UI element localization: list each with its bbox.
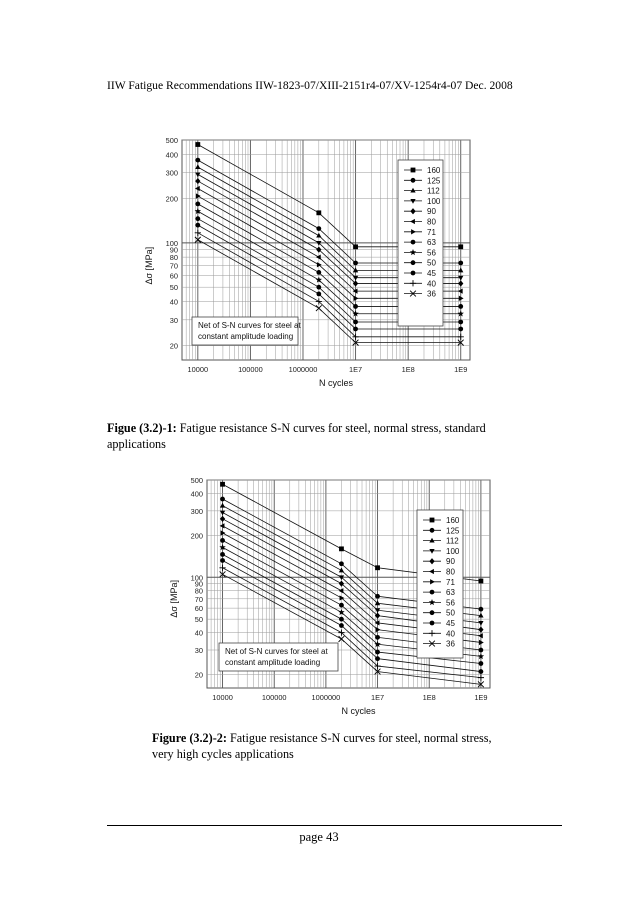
y-tick-label: 80 — [194, 586, 203, 596]
circle-marker — [411, 271, 416, 276]
circle-marker — [353, 320, 358, 325]
x-tick-label: 1E7 — [370, 693, 385, 702]
legend-label: 125 — [427, 176, 441, 186]
x-tick-label: 1000000 — [311, 693, 341, 702]
legend — [398, 160, 443, 326]
annotation — [219, 643, 338, 671]
circle-marker — [339, 561, 344, 566]
y-tick-label: 90 — [194, 579, 203, 589]
y-tick-label: 300 — [165, 168, 178, 178]
square-marker — [195, 142, 200, 147]
x-tick-label: 10000 — [212, 693, 233, 702]
circle-marker — [316, 270, 321, 275]
legend-label: 160 — [427, 166, 441, 175]
figure-1-caption — [107, 420, 527, 452]
circle-marker — [220, 497, 225, 502]
legend-label: 71 — [427, 227, 436, 237]
y-tick-label: 30 — [169, 315, 178, 325]
y-tick-label: 40 — [194, 628, 203, 638]
legend-label: 45 — [427, 269, 436, 278]
square-marker — [220, 482, 225, 487]
circle-marker — [430, 621, 435, 626]
legend-label: 112 — [427, 186, 440, 196]
legend-label: 160 — [446, 516, 460, 525]
circle-marker — [479, 607, 484, 612]
legend-label: 50 — [427, 258, 436, 268]
figure-1-caption-label: Figue (3.2)-1: — [107, 421, 177, 435]
circle-marker — [430, 610, 435, 615]
legend-label: 40 — [446, 629, 455, 639]
circle-marker — [479, 648, 484, 653]
legend-label: 36 — [427, 289, 436, 299]
square-marker — [353, 244, 358, 249]
x-tick-label: 100000 — [261, 693, 287, 702]
x-axis-label: N cycles — [318, 378, 354, 388]
legend-label: 71 — [446, 577, 455, 587]
circle-marker — [220, 558, 225, 563]
legend-label: 80 — [446, 567, 455, 577]
x-tick-label: 1E8 — [401, 365, 415, 374]
legend-label: 63 — [427, 238, 436, 248]
circle-marker — [316, 226, 321, 231]
circle-marker — [430, 528, 435, 533]
annotation-line: Net of S-N curves for steel at — [198, 321, 301, 330]
annotation — [192, 317, 301, 345]
y-axis-label: Δσ [MPa] — [169, 580, 179, 618]
legend-label: 100 — [446, 546, 460, 556]
legend-label: 112 — [446, 536, 459, 546]
square-marker — [339, 546, 344, 551]
circle-marker — [195, 223, 200, 228]
annotation-line: constant amplitude loading — [198, 332, 294, 341]
circle-marker — [479, 669, 484, 674]
y-tick-label: 200 — [165, 194, 178, 204]
figure-2-caption-label: Figure (3.2)-2: — [152, 731, 227, 745]
y-tick-label: 20 — [169, 341, 178, 351]
y-tick-label: 40 — [169, 297, 178, 307]
circle-marker — [375, 650, 380, 655]
y-tick-label: 500 — [165, 136, 178, 145]
x-tick-label: 1E9 — [474, 693, 488, 702]
circle-marker — [458, 320, 463, 325]
figure-2-caption-text: Fatigue resistance S-N curves for steel, normal stress, very high cycles applications — [152, 731, 492, 761]
circle-marker — [316, 285, 321, 290]
chart-2 — [169, 476, 490, 716]
circle-marker — [375, 594, 380, 599]
chart-1 — [144, 136, 470, 388]
x-tick-label: 1000000 — [288, 365, 318, 374]
circle-marker — [220, 552, 225, 557]
square-marker — [411, 168, 416, 173]
y-tick-label: 50 — [194, 615, 203, 625]
circle-marker — [479, 661, 484, 666]
legend-label: 80 — [427, 217, 436, 227]
circle-marker — [411, 178, 416, 183]
y-tick-label: 400 — [190, 489, 203, 499]
y-tick-label: 300 — [190, 506, 203, 516]
circle-marker — [339, 603, 344, 608]
circle-marker — [220, 538, 225, 543]
circle-marker — [430, 590, 435, 595]
y-tick-label: 60 — [169, 271, 178, 281]
x-tick-label: 1E8 — [422, 693, 436, 702]
figure-2-caption — [152, 730, 492, 762]
y-tick-label: 70 — [194, 594, 203, 604]
y-tick-label: 500 — [190, 476, 203, 485]
annotation-line: constant amplitude loading — [225, 658, 321, 667]
circle-marker — [411, 260, 416, 265]
circle-marker — [458, 304, 463, 309]
legend-label: 100 — [427, 196, 441, 206]
square-marker — [375, 565, 380, 570]
legend-label: 56 — [427, 248, 436, 258]
legend-label: 90 — [446, 557, 455, 567]
circle-marker — [316, 292, 321, 297]
y-tick-label: 90 — [169, 245, 178, 255]
legend-label: 56 — [446, 598, 455, 608]
page-number: page 43 — [299, 830, 339, 844]
circle-marker — [458, 261, 463, 266]
square-marker — [316, 210, 321, 215]
circle-marker — [195, 158, 200, 163]
circle-marker — [353, 327, 358, 332]
annotation-line: Net of S-N curves for steel at — [225, 647, 328, 656]
legend-label: 63 — [446, 588, 455, 598]
circle-marker — [339, 623, 344, 628]
circle-marker — [375, 656, 380, 661]
y-tick-label: 100 — [165, 238, 178, 248]
y-tick-label: 100 — [190, 573, 203, 583]
y-tick-label: 30 — [194, 646, 203, 656]
circle-marker — [353, 261, 358, 266]
x-tick-label: 10000 — [187, 365, 209, 374]
x-axis-label: N cycles — [341, 706, 376, 716]
legend-label: 50 — [446, 608, 455, 618]
circle-marker — [411, 240, 416, 245]
legend-label: 36 — [446, 639, 455, 649]
y-tick-label: 20 — [194, 670, 203, 680]
running-header: IIW Fatigue Recommendations IIW-1823-07/XIII-2151r4-07/XV-1254r4-07 Dec. 2008 — [107, 79, 513, 92]
legend-label: 125 — [446, 526, 460, 536]
x-tick-label: 1E9 — [454, 365, 468, 374]
square-marker — [479, 579, 484, 584]
legend-label: 90 — [427, 207, 436, 217]
y-tick-label: 60 — [194, 604, 203, 614]
circle-marker — [195, 201, 200, 206]
circle-marker — [458, 327, 463, 332]
y-tick-label: 200 — [190, 531, 203, 541]
y-tick-label: 400 — [165, 150, 178, 160]
legend-label: 45 — [446, 619, 455, 628]
y-axis-label: Δσ [MPa] — [144, 246, 154, 285]
legend — [417, 510, 463, 658]
square-marker — [458, 244, 463, 249]
x-tick-label: 100000 — [238, 365, 263, 374]
y-tick-label: 80 — [169, 253, 178, 263]
footer-rule — [107, 825, 562, 826]
circle-marker — [353, 304, 358, 309]
legend-label: 40 — [427, 279, 436, 289]
circle-marker — [339, 617, 344, 622]
y-tick-label: 50 — [169, 283, 178, 293]
figure-1-caption-text: Fatigue resistance S-N curves for steel, normal stress, standard applications — [107, 421, 486, 451]
square-marker — [430, 518, 435, 523]
circle-marker — [375, 635, 380, 640]
x-tick-label: 1E7 — [348, 365, 363, 374]
circle-marker — [195, 216, 200, 221]
y-tick-label: 70 — [169, 261, 178, 271]
